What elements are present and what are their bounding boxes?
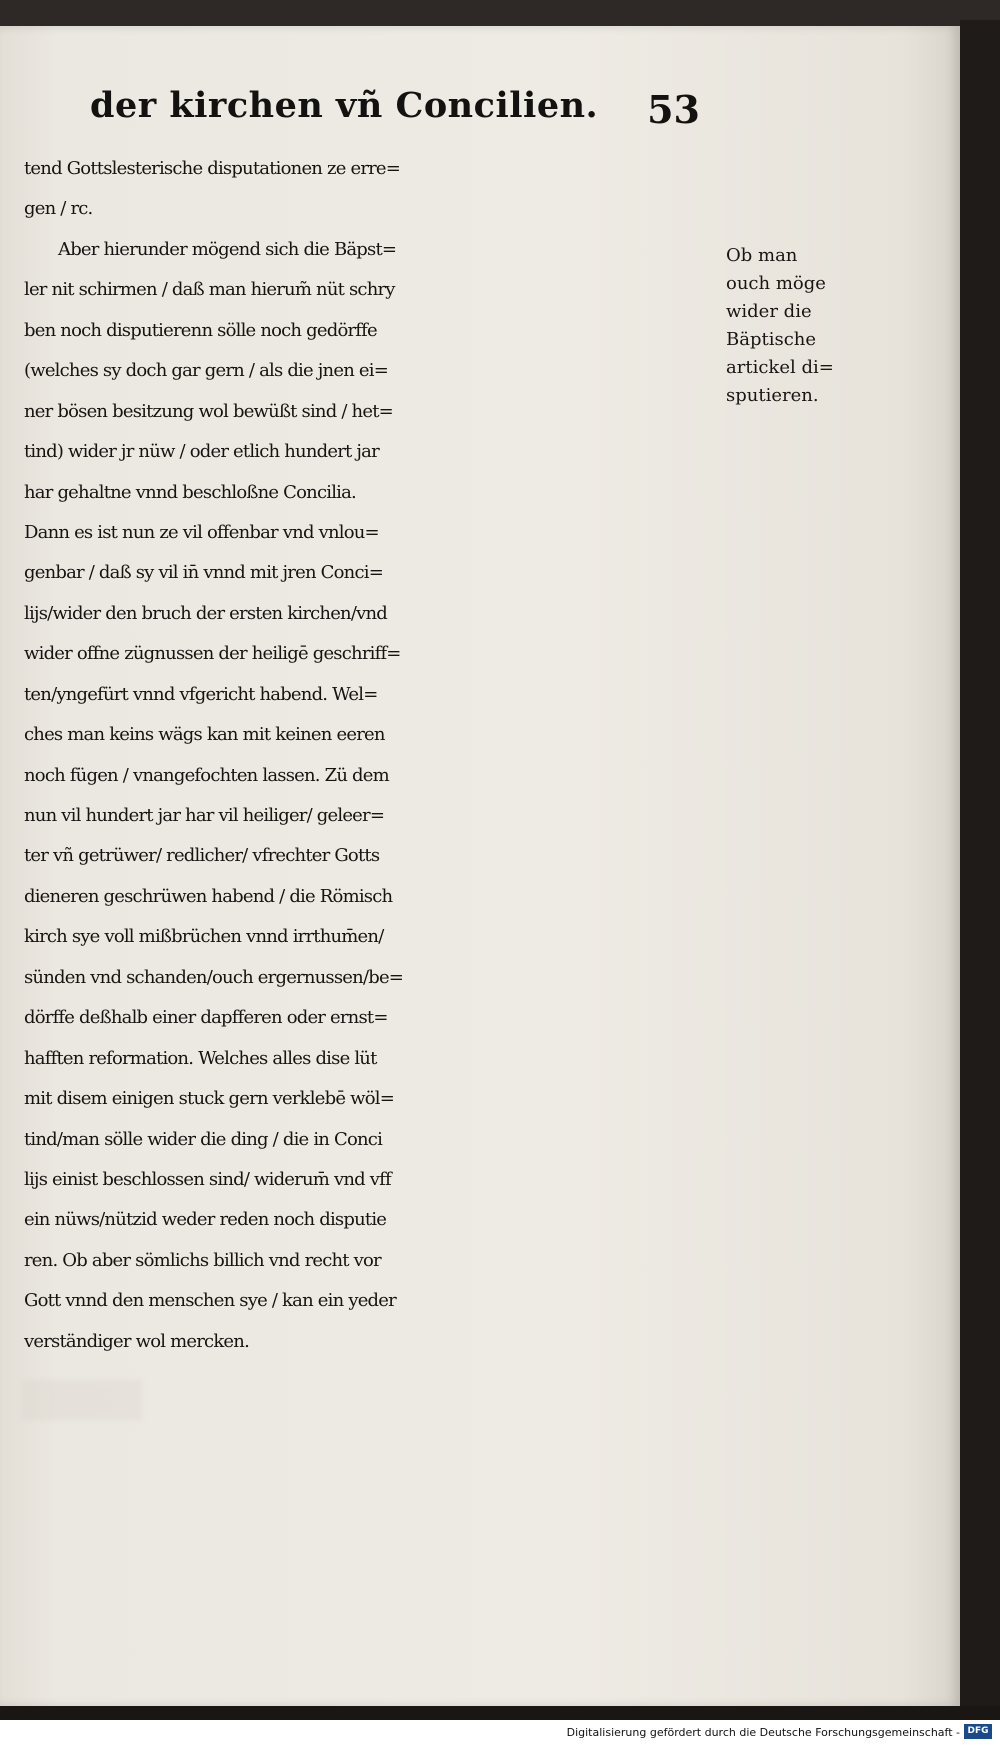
- dfg-logo-icon: DFG: [964, 1724, 992, 1739]
- running-header: [90, 85, 700, 145]
- text-line: tend Gottslesterische disputationen ze erre=: [24, 158, 401, 179]
- marginal-line: Bäptische: [726, 329, 817, 350]
- text-line: gen / rc.: [24, 198, 93, 220]
- text-line: Aber hierunder mögend sich die Bäpst=: [58, 238, 397, 260]
- text-line: har gehaltne vnnd beschloßne Concilia.: [24, 481, 356, 503]
- text-line: kirch sye voll mißbrüchen vnnd irrthum̄en/: [24, 926, 384, 948]
- body-text: [24, 149, 724, 1362]
- text-line: ren. Ob aber sömlichs billich vnd recht vor: [24, 1249, 381, 1271]
- text-line: ein nüws/nützid weder reden noch disputie: [24, 1209, 387, 1231]
- text-line: verständiger wol mercken.: [24, 1330, 250, 1352]
- text-line: dieneren geschrüwen habend / die Römisch: [24, 885, 393, 907]
- running-head-title: der kirchen vñ Concilien.: [90, 85, 599, 126]
- text-line: ter vñ getrüwer/ redlicher/ vfrechter Gotts: [24, 845, 380, 867]
- text-line: noch fügen / vnangefochten lassen. Zü dem: [24, 764, 389, 786]
- marginal-line: wider die: [726, 301, 812, 322]
- text-line: ner bösen besitzung wol bewüßt sind / het=: [24, 400, 393, 422]
- text-line: lijs/wider den bruch der ersten kirchen/vnd: [24, 602, 387, 624]
- marginal-line: artickel di=: [726, 357, 834, 378]
- text-line: sünden vnd schanden/ouch ergernussen/be=: [24, 966, 404, 988]
- marginal-note: [726, 242, 876, 410]
- marginal-line: sputieren.: [726, 385, 819, 406]
- marginal-line: ouch möge: [726, 273, 826, 294]
- text-line: ben noch disputierenn sölle noch gedörffe: [24, 319, 377, 341]
- text-line: lijs einist beschlossen sind/ widerum̄ vnd vff: [24, 1168, 391, 1190]
- marginal-line: Ob man: [726, 245, 798, 266]
- text-line: (welches sy doch gar gern / als die jnen ei=: [24, 360, 388, 382]
- funding-notice: Digitalisierung gefördert durch die Deutsche Forschungsgemeinschaft -: [566, 1726, 960, 1739]
- text-line: tind/man sölle wider die ding / die in Conci: [24, 1128, 383, 1150]
- text-line: ler nit schirmen / daß man hierum̃ nüt schry: [24, 279, 395, 301]
- text-line: wider offne zügnussen der heiligē geschriff=: [24, 643, 401, 665]
- book-edge: [960, 20, 1000, 1720]
- text-line: tind) wider jr nüw / oder etlich hundert jar: [24, 441, 379, 463]
- text-line: hafften reformation. Welches alles dise lüt: [24, 1047, 377, 1069]
- text-line: ten/yngefürt vnnd vfgericht habend. Wel=: [24, 683, 378, 705]
- text-line: genbar / daß sy vil in̄ vnnd mit jren Conci=: [24, 562, 383, 584]
- bottom-edge: [0, 1706, 1000, 1720]
- text-line: nun vil hundert jar har vil heiliger/ geleer=: [24, 805, 385, 826]
- footer-bar: [0, 1720, 1000, 1745]
- text-line: mit disem einigen stuck gern verklebē wöl=: [24, 1088, 394, 1110]
- folio-number: 53: [647, 87, 700, 132]
- text-line: ches man keins wägs kan mit keinen eeren: [24, 724, 385, 746]
- text-line: Dann es ist nun ze vil offenbar vnd vnlou=: [24, 521, 379, 543]
- text-line: Gott vnnd den menschen sye / kan ein yeder: [24, 1290, 396, 1312]
- text-line: dörffe deßhalb einer dapfferen oder ernst=: [24, 1007, 388, 1029]
- show-through-mark: [22, 1380, 142, 1420]
